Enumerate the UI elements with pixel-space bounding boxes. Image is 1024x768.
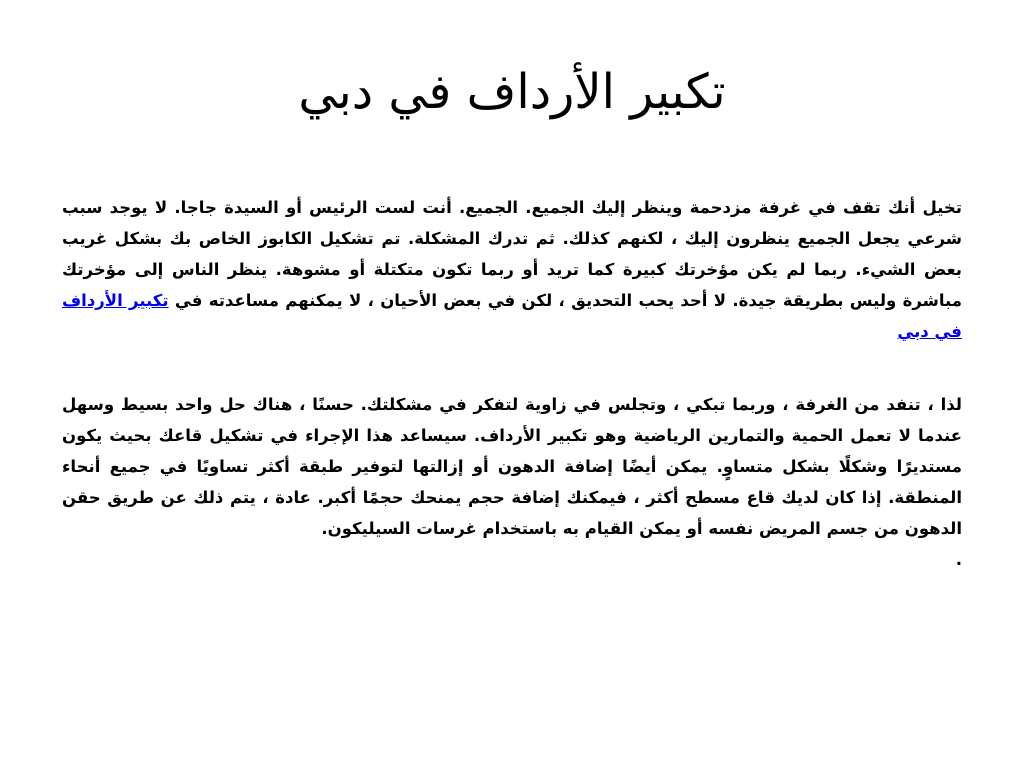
trailing-dot: .: [955, 550, 962, 569]
slide-title: تكبير الأرداف في دبي: [298, 64, 726, 120]
slide-body: [62, 192, 962, 575]
paragraph-solution: لذا ، تنفد من الغرفة ، وربما تبكي ، وتجلس في زاوية لتفكر في مشكلتك. حسنًا ، هناك حل واحد بسيط وسهل عندما لا تعمل الحمية والتمارين الرياضية وهو تكبير الأرداف. سيساعد هذا الإجراء في تشكيل قاعك بحيث يكون مستديرًا وشكلًا بشكل متساوٍ. يمكن أيضًا إضافة الدهون أو إزالتها لتوفير طبقة أكثر تساويًا في جميع أنحاء المنطقة. إذا كان لديك قاع مسطح أكثر ، فيمكنك إضافة حجم يمنحك حجمًا أكبر. عادة ، يتم ذلك عن طريق حقن الدهون من جسم المريض نفسه أو يمكن القيام به باستخدام غرسات السيليكون.: [62, 395, 962, 538]
buttock-enlargement-link[interactable]: تكبير الأرداف في دبي: [62, 291, 962, 341]
paragraph-intro: [62, 192, 962, 347]
paragraph-intro-text: تخيل أنك تقف في غرفة مزدحمة وينظر إليك الجميع. الجميع. أنت لست الرئيس أو السيدة جاجا. لا يوجد سبب شرعي يجعل الجميع ينظرون إليك ، لكنهم كذلك. ثم تدرك المشكلة. تم تشكيل الكابوز الخاص بك بشكل غريب بعض الشيء. ربما لم يكن مؤخرتك كبيرة كما تريد أو ربما تكون متكتلة أو مشوهة. ينظر الناس إلى مؤخرتك مباشرة وليس بطريقة جيدة. لا أحد يحب التحديق ، لكن في بعض الأحيان ، لا يمكنهم مساعدته في: [62, 198, 962, 310]
